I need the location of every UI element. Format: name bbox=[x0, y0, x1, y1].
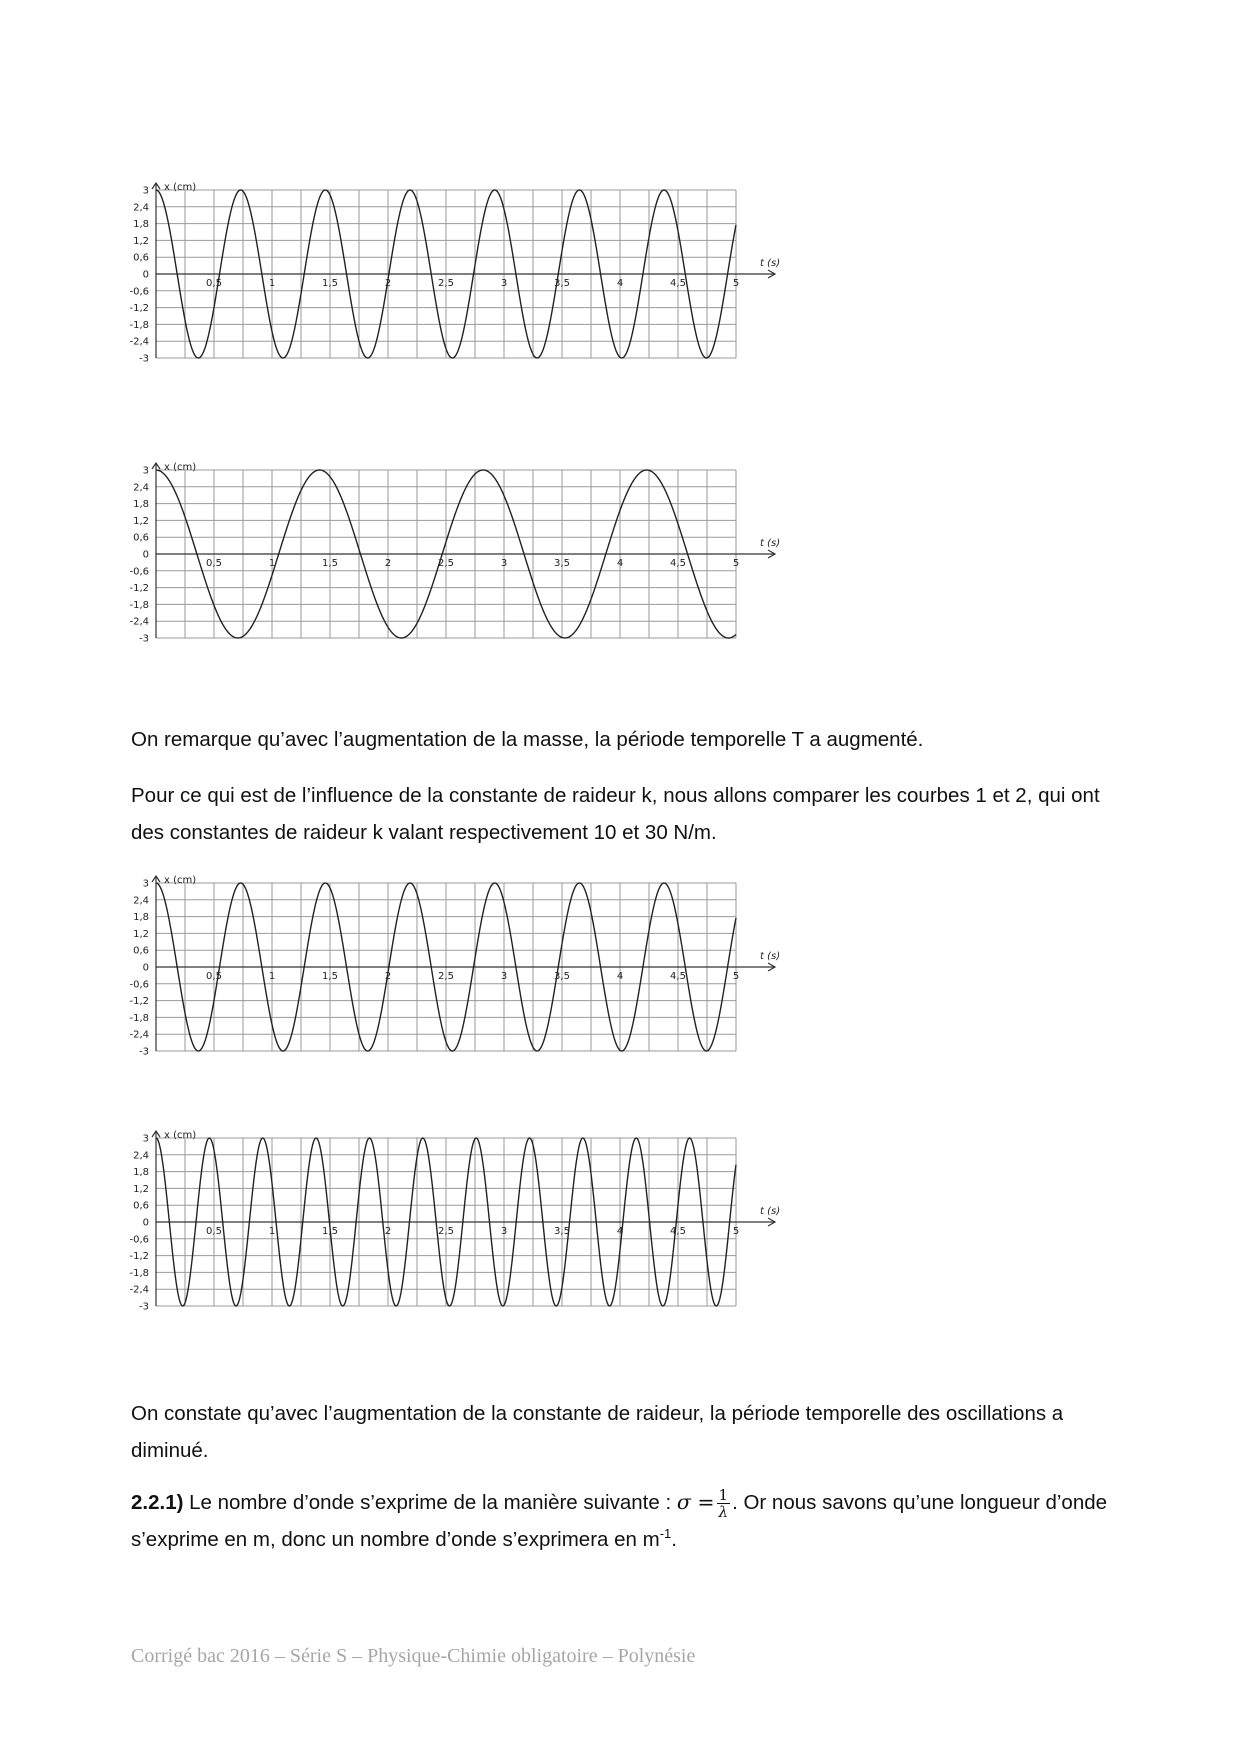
y-axis-label: x (cm) bbox=[164, 182, 197, 193]
y-tick-label: -1,2 bbox=[129, 583, 149, 595]
x-tick-label: 2,5 bbox=[438, 971, 454, 982]
x-tick-label: 5 bbox=[732, 278, 740, 289]
y-tick-label: -3 bbox=[139, 353, 149, 365]
x-tick-label: 4 bbox=[616, 558, 624, 569]
chart-4-svg bbox=[120, 1130, 880, 1340]
paragraph-stiffness-intro: Pour ce qui est de l’influence de la constante de raideur k, nous allons comparer les courbes 1 et 2, qui ont des constantes de raideur k valant respectivement 10 et 30 N/m. bbox=[131, 784, 1100, 844]
sentence-end: . bbox=[671, 1528, 677, 1551]
x-tick-label: 3,5 bbox=[554, 971, 570, 982]
chart-1-svg bbox=[120, 182, 880, 392]
x-axis-label: t (s) bbox=[760, 951, 781, 962]
y-tick-label: 0,6 bbox=[133, 252, 149, 264]
y-tick-label: 0 bbox=[142, 549, 149, 561]
x-tick-label: 2,5 bbox=[438, 1226, 454, 1237]
x-tick-label: 2 bbox=[384, 971, 392, 982]
x-tick-label: 1 bbox=[268, 971, 276, 982]
x-tick-label: 5 bbox=[732, 1226, 740, 1237]
y-tick-label: -1,8 bbox=[129, 599, 149, 611]
y-tick-label: 2,4 bbox=[133, 482, 149, 494]
x-tick-label: 5 bbox=[732, 558, 740, 569]
x-tick-label: 4 bbox=[616, 1226, 624, 1237]
y-tick-label: -1,8 bbox=[129, 319, 149, 331]
page-footer: Corrigé bac 2016 – Série S – Physique-Chimie obligatoire – Polynésie bbox=[131, 1645, 696, 1667]
y-tick-label: -3 bbox=[139, 1046, 149, 1058]
wave-number-text-b: . Or nous savons qu’une longueur d’onde s’exprime en m, donc un nombre d’onde s’exprimera en m bbox=[131, 1491, 1108, 1551]
x-tick-label: 2,5 bbox=[438, 558, 454, 569]
y-tick-label: -1,2 bbox=[129, 303, 149, 315]
x-tick-label: 4 bbox=[616, 971, 624, 982]
y-tick-label: 3 bbox=[142, 878, 149, 890]
y-tick-label: 0,6 bbox=[133, 1200, 149, 1212]
x-tick-label: 3 bbox=[500, 971, 508, 982]
x-tick-label: 0,5 bbox=[206, 558, 222, 569]
x-tick-label: 4,5 bbox=[670, 558, 686, 569]
x-tick-label: 1,5 bbox=[322, 1226, 338, 1237]
y-tick-label: -3 bbox=[139, 633, 149, 645]
y-tick-label: 0 bbox=[142, 1217, 149, 1229]
y-tick-label: 0 bbox=[142, 269, 149, 281]
fraction-numerator: 1 bbox=[718, 1486, 729, 1505]
fraction-denominator: λ bbox=[718, 1503, 729, 1522]
y-tick-label: 3 bbox=[142, 1133, 149, 1145]
y-tick-label: -0,6 bbox=[129, 566, 149, 578]
x-axis-label: t (s) bbox=[760, 258, 781, 269]
y-axis-label: x (cm) bbox=[164, 875, 197, 886]
x-tick-label: 1 bbox=[268, 558, 276, 569]
y-tick-label: 2,4 bbox=[133, 1150, 149, 1162]
y-tick-label: 1,8 bbox=[133, 219, 149, 231]
x-axis-label: t (s) bbox=[760, 1206, 781, 1217]
x-tick-label: 2 bbox=[384, 278, 392, 289]
y-tick-label: -2,4 bbox=[129, 616, 149, 628]
sigma-symbol: σ = bbox=[676, 1490, 715, 1514]
x-tick-label: 2 bbox=[384, 1226, 392, 1237]
y-tick-label: 0,6 bbox=[133, 532, 149, 544]
x-tick-label: 3,5 bbox=[554, 278, 570, 289]
y-tick-label: 3 bbox=[142, 465, 149, 477]
y-tick-label: 2,4 bbox=[133, 895, 149, 907]
x-tick-label: 5 bbox=[732, 971, 740, 982]
y-tick-label: -0,6 bbox=[129, 1234, 149, 1246]
chart-2 bbox=[120, 462, 880, 672]
x-tick-label: 1,5 bbox=[322, 558, 338, 569]
x-tick-label: 1 bbox=[268, 1226, 276, 1237]
paragraph-mass-remark: On remarque qu’avec l’augmentation de la masse, la période temporelle T a augmenté. bbox=[131, 728, 924, 751]
x-tick-label: 0,5 bbox=[206, 278, 222, 289]
y-tick-label: -0,6 bbox=[129, 979, 149, 991]
y-tick-label: 0,6 bbox=[133, 945, 149, 957]
chart-2-svg bbox=[120, 462, 880, 672]
y-tick-label: -2,4 bbox=[129, 1029, 149, 1041]
paragraph-stiffness-conclusion: On constate qu’avec l’augmentation de la constante de raideur, la période temporelle des oscillations a diminué. bbox=[131, 1402, 1064, 1462]
y-tick-label: -0,6 bbox=[129, 286, 149, 298]
x-tick-label: 1 bbox=[268, 278, 276, 289]
y-axis-label: x (cm) bbox=[164, 462, 197, 473]
y-tick-label: -3 bbox=[139, 1301, 149, 1313]
x-tick-label: 4,5 bbox=[670, 278, 686, 289]
x-tick-label: 3 bbox=[500, 278, 508, 289]
y-tick-label: 1,2 bbox=[133, 235, 149, 247]
x-tick-label: 0,5 bbox=[206, 971, 222, 982]
x-tick-label: 3,5 bbox=[554, 1226, 570, 1237]
chart-3 bbox=[120, 875, 880, 1085]
y-axis-label: x (cm) bbox=[164, 1130, 197, 1141]
paragraph-wave-number bbox=[131, 1484, 1121, 1558]
y-tick-label: 1,8 bbox=[133, 912, 149, 924]
y-tick-label: -1,8 bbox=[129, 1012, 149, 1024]
y-tick-label: 1,2 bbox=[133, 515, 149, 527]
wave-number-text-a: Le nombre d’onde s’exprime de la manière suivante : bbox=[183, 1491, 677, 1514]
chart-4 bbox=[120, 1130, 880, 1340]
question-label: 2.2.1) bbox=[131, 1491, 184, 1514]
x-tick-label: 4,5 bbox=[670, 971, 686, 982]
fraction bbox=[717, 1487, 731, 1520]
x-tick-label: 1,5 bbox=[322, 971, 338, 982]
y-tick-label: 2,4 bbox=[133, 202, 149, 214]
y-tick-label: 1,8 bbox=[133, 499, 149, 511]
y-tick-label: 3 bbox=[142, 185, 149, 197]
x-tick-label: 1,5 bbox=[322, 278, 338, 289]
chart-1 bbox=[120, 182, 880, 392]
x-tick-label: 3,5 bbox=[554, 558, 570, 569]
y-tick-label: -2,4 bbox=[129, 1284, 149, 1296]
y-tick-label: -1,2 bbox=[129, 996, 149, 1008]
x-tick-label: 4 bbox=[616, 278, 624, 289]
x-tick-label: 2 bbox=[384, 558, 392, 569]
x-tick-label: 2,5 bbox=[438, 278, 454, 289]
unit-exponent: -1 bbox=[659, 1526, 672, 1542]
x-tick-label: 3 bbox=[500, 1226, 508, 1237]
x-tick-label: 3 bbox=[500, 558, 508, 569]
y-tick-label: -2,4 bbox=[129, 336, 149, 348]
x-tick-label: 4,5 bbox=[670, 1226, 686, 1237]
y-tick-label: 1,2 bbox=[133, 928, 149, 940]
y-tick-label: 1,2 bbox=[133, 1183, 149, 1195]
y-tick-label: 0 bbox=[142, 962, 149, 974]
x-axis-label: t (s) bbox=[760, 538, 781, 549]
y-tick-label: -1,8 bbox=[129, 1267, 149, 1279]
y-tick-label: -1,2 bbox=[129, 1251, 149, 1263]
x-tick-label: 0,5 bbox=[206, 1226, 222, 1237]
chart-3-svg bbox=[120, 875, 880, 1085]
y-tick-label: 1,8 bbox=[133, 1167, 149, 1179]
